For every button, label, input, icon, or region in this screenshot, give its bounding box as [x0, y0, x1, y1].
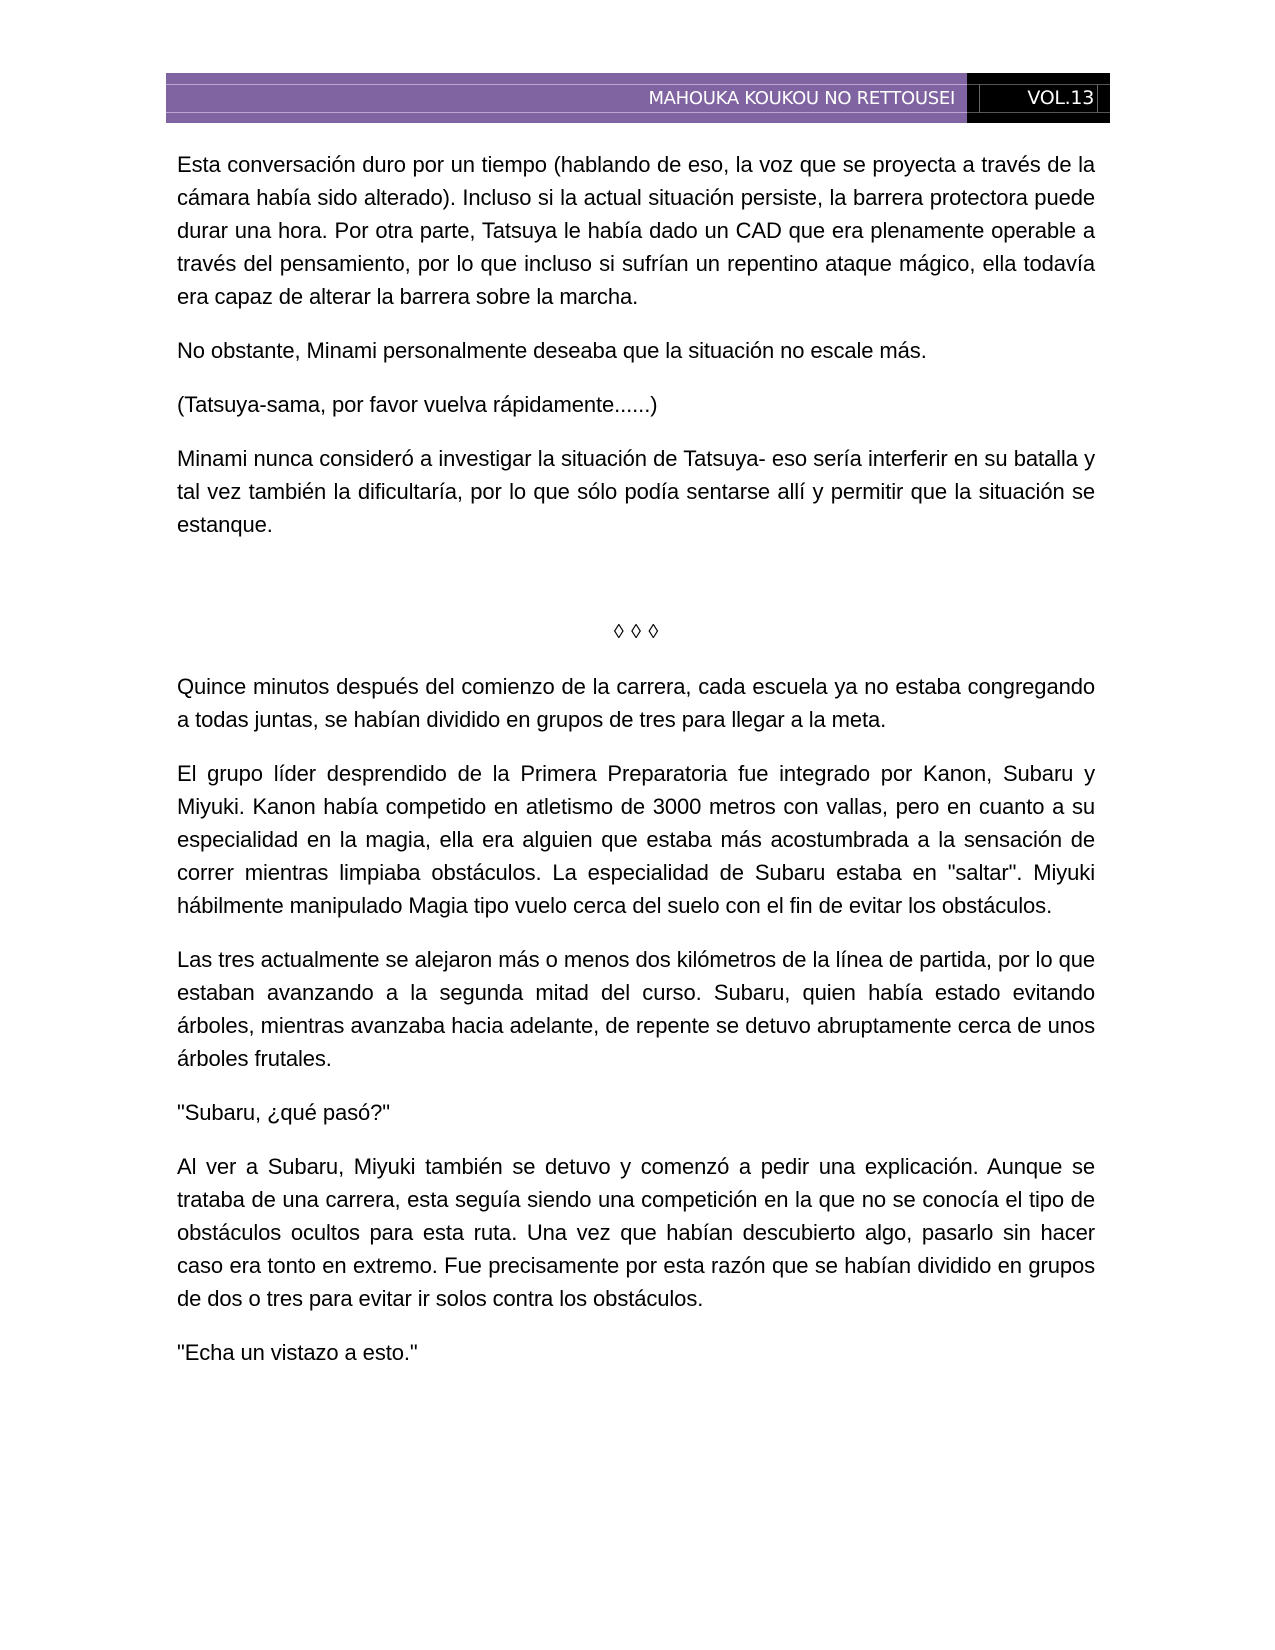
volume-rule-left	[979, 84, 980, 113]
paragraph: Minami nunca consideró a investigar la situación de Tatsuya- eso sería interferir en su batalla y tal vez también la dificultaría, por lo que sólo podía sentarse allí y permitir que la situación se estanque.	[177, 446, 1095, 537]
paragraph: Las tres actualmente se alejaron más o menos dos kilómetros de la línea de partida, por lo que estaban avanzando a la segunda mitad del curso. Subaru, quien había estado evitando árboles, mientras avanzaba hacia adelante, de repente se detuvo abruptamente cerca de unos árboles frutales.	[177, 947, 1095, 1071]
diamond-icon: ◊	[648, 621, 659, 643]
header-volume-box	[967, 73, 1110, 123]
page-header	[166, 73, 1110, 123]
header-title: MAHOUKA KOUKOU NO RETTOUSEI	[648, 88, 955, 109]
paragraph: Al ver a Subaru, Miyuki también se detuvo y comenzó a pedir una explicación. Aunque se trataba de una carrera, esta seguía siendo una competición en la que no se conocía el tipo de obstáculos ocultos para esta ruta. Una vez que habían descubierto algo, pasarlo sin hacer caso era tonto en extremo. Fue precisamente por esta razón que se habían dividido en grupos de dos o tres para evitar ir solos contra los obstáculos.	[177, 1154, 1095, 1311]
diamond-icon: ◊	[613, 621, 624, 643]
header-volume: VOL.13	[1027, 87, 1094, 109]
volume-rule-right	[1097, 84, 1098, 113]
paragraph: Quince minutos después del comienzo de la carrera, cada escuela ya no estaba congregando a todas juntas, se habían dividido en grupos de tres para llegar a la meta.	[177, 674, 1095, 732]
paragraph: "Subaru, ¿qué pasó?"	[177, 1100, 390, 1125]
paragraph: El grupo líder desprendido de la Primera Preparatoria fue integrado por Kanon, Subaru y Miyuki. Kanon había competido en atletismo de 3000 metros con vallas, pero en cuanto a su especialidad en la magia, ella era alguien que estaba más acostumbrada a la sensación de correr mientras limpiaba obstáculos. La especialidad de Subaru estaba en "saltar". Miyuki hábilmente manipulado Magia tipo vuelo cerca del suelo con el fin de evitar los obstáculos.	[177, 761, 1095, 918]
diamond-icon: ◊	[631, 621, 641, 643]
paragraph: "Echa un vistazo a esto."	[177, 1340, 418, 1365]
paragraph: Esta conversación duro por un tiempo (hablando de eso, la voz que se proyecta a través de la cámara había sido alterado). Incluso si la actual situación persiste, la barrera protectora puede durar una hora. Por otra parte, Tatsuya le había dado un CAD que era plenamente operable a través del pensamiento, por lo que incluso si sufrían un repentino ataque mágico, ella todavía era capaz de alterar la barrera sobre la marcha.	[177, 152, 1095, 309]
blank-line	[177, 562, 1095, 595]
header-title-band	[166, 73, 967, 123]
paragraph: No obstante, Minami personalmente deseaba que la situación no escale más.	[177, 338, 927, 363]
section-separator	[177, 616, 1095, 649]
document-body	[177, 148, 1095, 1390]
paragraph: (Tatsuya-sama, por favor vuelva rápidamente......)	[177, 392, 658, 417]
